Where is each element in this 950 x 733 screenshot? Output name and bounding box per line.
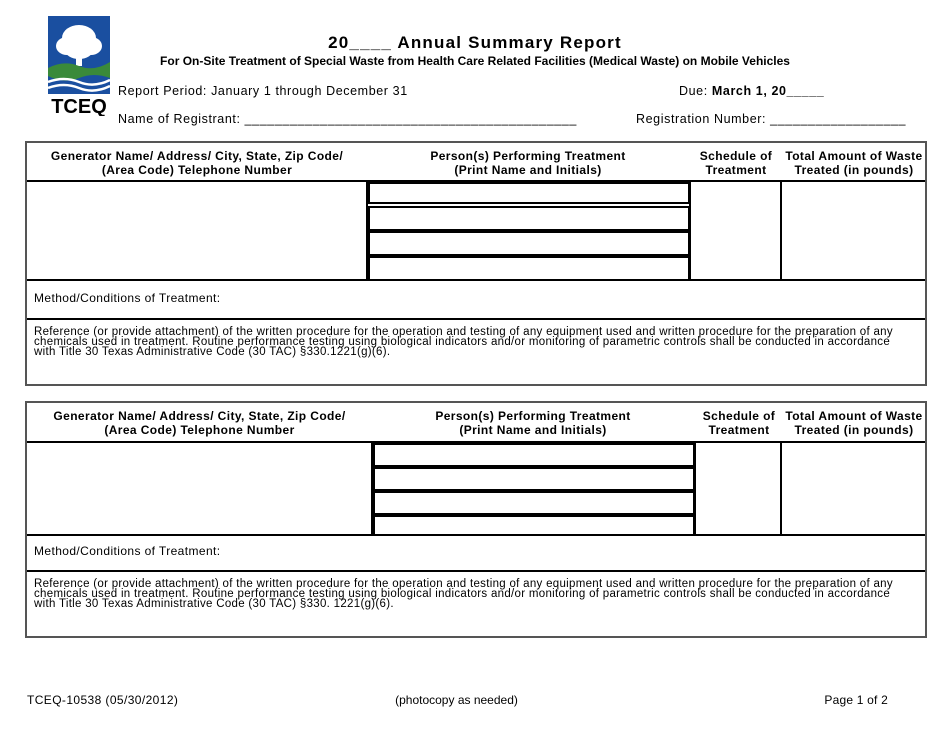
- col-generator-header: [27, 149, 367, 177]
- col-persons-line2: (Print Name and Initials): [454, 163, 602, 177]
- col-generator-line2: (Area Code) Telephone Number: [104, 423, 295, 437]
- col-total-line2: Treated (in pounds): [794, 423, 914, 437]
- col-persons-header: [367, 149, 689, 177]
- person-entry-2[interactable]: [368, 206, 690, 231]
- col-generator-line2: (Area Code) Telephone Number: [101, 163, 293, 177]
- photocopy-note: (photocopy as needed): [395, 693, 518, 707]
- col-persons-header: [372, 409, 694, 437]
- col-generator-line1: Generator Name/ Address/ City, State, Zip Code/: [53, 409, 346, 423]
- col-total-line1: Total Amount of Waste: [785, 409, 923, 423]
- divider: [27, 318, 925, 320]
- col-total-header: [781, 149, 927, 177]
- col-generator-header: [27, 409, 372, 437]
- divider: [780, 441, 782, 534]
- registrant-name-field[interactable]: Name of Registrant: ____________________________________________: [118, 112, 577, 126]
- col-persons-line1: Person(s) Performing Treatment: [435, 409, 631, 423]
- col-persons-line1: Person(s) Performing Treatment: [430, 149, 626, 163]
- divider: [780, 180, 782, 279]
- divider: [27, 279, 925, 281]
- col-schedule-header: [691, 149, 781, 177]
- registration-number-field[interactable]: Registration Number: __________________: [636, 112, 907, 126]
- col-schedule-line1: Schedule of: [702, 409, 776, 423]
- col-total-line1: Total Amount of Waste: [785, 149, 923, 163]
- due-date: [679, 84, 824, 98]
- person-entry-1[interactable]: [373, 443, 695, 467]
- col-schedule-line2: Treatment: [705, 163, 767, 177]
- col-generator-line1: Generator Name/ Address/ City, State, Zip Code/: [50, 149, 344, 163]
- col-persons-line2: (Print Name and Initials): [459, 423, 607, 437]
- col-total-header: [781, 409, 927, 437]
- person-entry-3[interactable]: [368, 231, 690, 256]
- col-total-line2: Treated (in pounds): [794, 163, 914, 177]
- col-schedule-line2: Treatment: [708, 423, 770, 437]
- reference-text[interactable]: Reference (or provide attachment) of the written procedure for the operation and testing of any equipment used and written procedure for the preparation of any chemicals used in treatment. Routine performance testing using biological indicators and/or monitoring of parametric controls shall be conducted in accordance with Title 30 Texas Administrative Code (30 TAC) §330.1221(g)(6).: [34, 326, 893, 358]
- page-title: 20____ Annual Summary Report: [328, 33, 622, 52]
- due-value[interactable]: March 1, 20_____: [711, 84, 825, 98]
- method-conditions-label[interactable]: Method/Conditions of Treatment:: [34, 544, 221, 558]
- page-subtitle: For On-Site Treatment of Special Waste from Health Care Related Facilities (Medical Waste) on Mobile Vehicles: [160, 54, 790, 68]
- method-conditions-label[interactable]: Method/Conditions of Treatment:: [34, 291, 221, 305]
- divider: [27, 570, 925, 572]
- due-label: Due:: [679, 84, 712, 98]
- treatment-section-2: [25, 401, 927, 638]
- form-id: TCEQ-10538 (05/30/2012): [27, 693, 179, 707]
- person-entry-4[interactable]: [368, 256, 690, 281]
- person-entry-3[interactable]: [373, 491, 695, 515]
- page-number: Page 1 of 2: [824, 693, 888, 707]
- col-schedule-header: [695, 409, 783, 437]
- reference-text[interactable]: Reference (or provide attachment) of the written procedure for the operation and testing of any equipment used and written procedure for the preparation of any chemicals used in treatment. Routine performance testing using biological indicators and/or monitoring of parametric controls shall be conducted in accordance with Title 30 Texas Administrative Code (30 TAC) §330. 1221(g)(6).: [34, 578, 893, 610]
- person-entry-4[interactable]: [373, 515, 695, 536]
- treatment-section-1: [25, 141, 927, 386]
- person-entry-1[interactable]: [368, 182, 690, 204]
- col-schedule-line1: Schedule of: [699, 149, 773, 163]
- report-period: Report Period: January 1 through December 31: [118, 84, 408, 98]
- person-entry-2[interactable]: [373, 467, 695, 491]
- logo-text: TCEQ: [51, 96, 107, 116]
- divider: [27, 534, 925, 536]
